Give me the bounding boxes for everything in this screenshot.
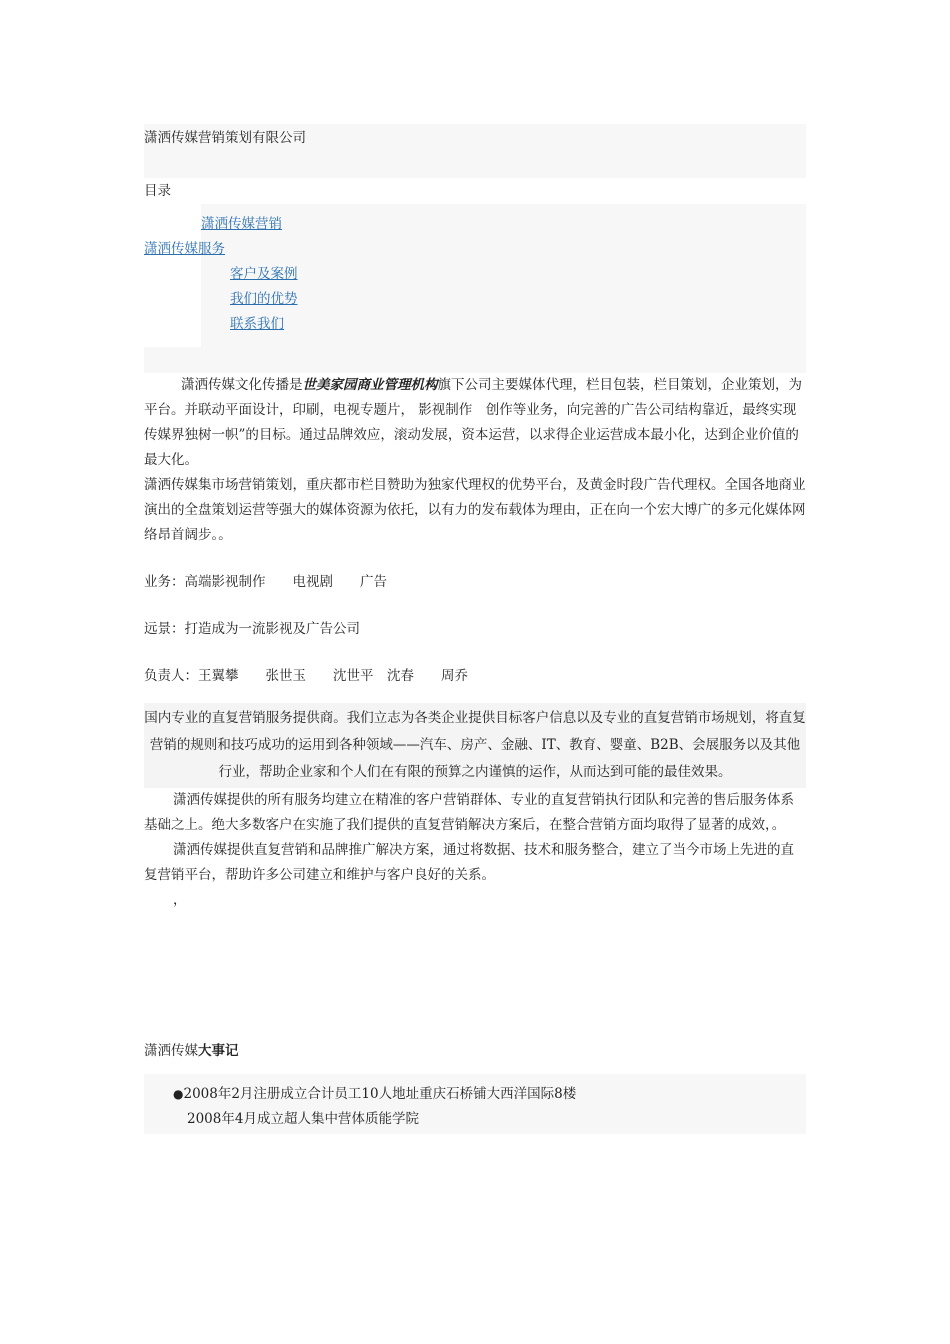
toc-label: 目录 [144,178,806,204]
table-of-contents [144,204,806,347]
service-body [144,788,806,913]
vision-line: 远景：打造成为一流影视及广告公司 [144,621,360,637]
intro-paragraph-1: 潇洒传媒文化传播是世美家园商业管理机构旗下公司主要媒体代理，栏目包装，栏目策划，企业策划，为平台。并联动平面设计，印刷，电视专题片， 影视制作 创作等业务，向完善的广告公司结构靠近，最终实现传媒界独树一帜”的目标。通过品牌效应，滚动发展，资本运营，以求得企业运营成本最小化，达到企业价值的最大化。 [144,377,802,468]
stray-comma: ， [173,892,187,908]
leaders-line: 负责人：王翼攀 张世玉 沈世平 沈春 周乔 [144,668,468,684]
toc-item [144,262,806,287]
emphasis-org-name: 世美家园商业管理机构 [302,377,438,393]
toc-link-services[interactable]: 潇洒传媒服务 [144,241,225,257]
service-summary-block: 国内专业的直复营销服务提供商。我们立志为各类企业提供目标客户信息以及专业的直复营销市场规划，将直复营销的规则和技巧成功的运用到各种领域——汽车、房产、金融、IT、教育、婴童、B2B、会展服务以及其他行业，帮助企业家和个人们在有限的预算之内谨慎的运作，从而达到可能的最佳效果。 [144,703,806,788]
toc-link-advantages[interactable]: 我们的优势 [230,291,298,307]
service-paragraph-2: 潇洒传媒提供直复营销和品牌推广解决方案，通过将数据、技术和服务整合，建立了当今市场上先进的直复营销平台，帮助许多公司建立和维护与客户良好的关系。 [144,842,794,883]
business-line: 业务：高端影视制作 电视剧 广告 [144,574,387,590]
blank-space [144,913,806,1038]
bullet-icon: ● [173,1087,184,1101]
toc-link-clients[interactable]: 客户及案例 [230,266,298,282]
list-item: ●2008年2月注册成立合计员工10人地址重庆石桥铺大西洋国际8楼 [173,1086,577,1102]
spacer [144,152,806,178]
company-title: 潇洒传媒营销策划有限公司 [144,124,806,152]
service-paragraph-1: 潇洒传媒提供的所有服务均建立在精准的客户营销群体、专业的直复营销执行团队和完善的售后服务体系基础之上。绝大多数客户在实施了我们提供的直复营销解决方案后，在整合营销方面均取得了显著的成效，。 [144,792,794,833]
events-list [144,1074,806,1134]
toc-item [144,237,806,262]
toc-link-contact[interactable]: 联系我们 [230,316,284,332]
list-item: 2008年4月成立超人集中营体质能学院 [187,1111,419,1127]
intro-paragraph-2: 潇洒传媒集市场营销策划，重庆都市栏目赞助为独家代理权的优势平台，及黄金时段广告代理权。全国各地商业演出的全盘策划运营等强大的媒体资源为依托，以有力的发布载体为理由，正在向一个宏大博广的多元化媒体网络昂首阔步。。 [144,477,806,543]
toc-item [144,287,806,312]
events-title-bold: 大事记 [198,1043,239,1059]
divider-band [144,347,806,373]
toc-item [144,312,806,337]
toc-link-marketing[interactable]: 潇洒传媒营销 [201,216,282,232]
intro-section [144,373,806,548]
document-page [144,124,806,1134]
toc-item [144,212,806,237]
events-title: 潇洒传媒大事记 [144,1038,806,1064]
